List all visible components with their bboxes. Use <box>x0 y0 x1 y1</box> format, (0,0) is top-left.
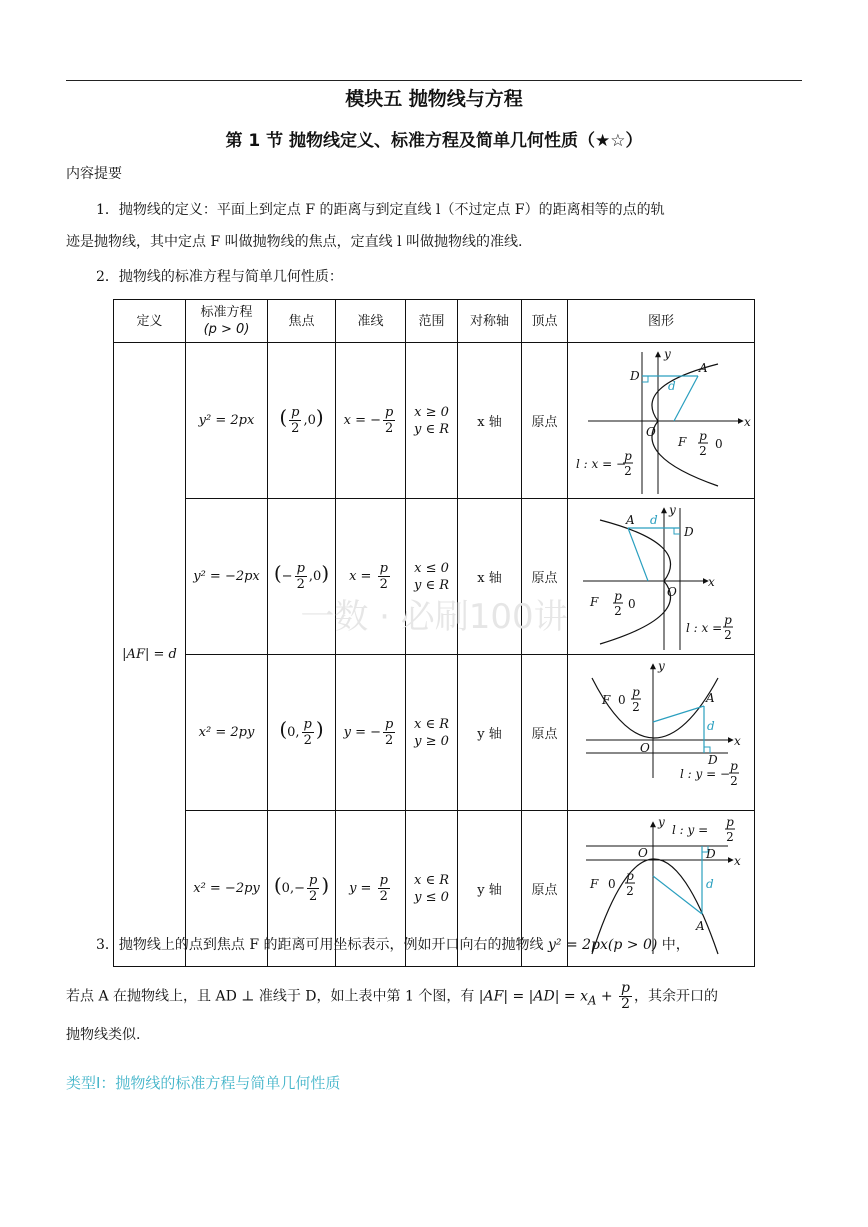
table-row <box>114 343 755 499</box>
label-origin: O <box>638 845 648 860</box>
axis-value: x 轴 <box>477 571 502 586</box>
range-line-2: y ∈ R <box>413 421 450 437</box>
header-standard-equation-line2: (p > 0) <box>203 322 250 337</box>
label-F: F <box>590 594 599 609</box>
parabola-figure <box>568 346 754 496</box>
label-x: x <box>734 733 741 748</box>
label-A: A <box>696 918 705 933</box>
label-x: x <box>708 574 715 589</box>
axis-cell <box>458 499 522 655</box>
range-line-1: x ≤ 0 <box>414 560 449 576</box>
right-angle-mark <box>674 528 680 534</box>
label-D: D <box>630 368 640 383</box>
label-A: A <box>699 360 708 375</box>
label-l-frac-num: p <box>724 612 732 627</box>
directrix-lhs: y = <box>349 881 376 896</box>
directrix-cell <box>336 343 406 499</box>
label-A: A <box>706 690 715 705</box>
label-D: D <box>706 846 716 861</box>
segment-AF <box>653 706 704 722</box>
directrix-fraction-den: 2 <box>379 889 388 904</box>
focus-fraction <box>295 561 307 592</box>
focus-coordinates: (− $\frac{p}{2}$ ,0) <box>273 561 330 592</box>
standard-equation: x² = 2py <box>198 725 255 740</box>
directrix-lhs: y = − <box>343 725 382 740</box>
label-F-frac-den: 2 <box>614 603 622 618</box>
directrix-fraction-num: p <box>385 405 394 420</box>
label-l-frac-num: p <box>624 448 632 463</box>
header-figure: 图形 <box>568 300 755 343</box>
focus-fraction <box>302 717 314 748</box>
directrix-fraction <box>378 561 390 592</box>
focus-fraction-den: 2 <box>309 889 318 904</box>
focus-zero: 0 <box>281 881 290 896</box>
focus-coordinates: ( $\frac{p}{2}$ ,0) <box>279 405 324 436</box>
label-l-frac-den: 2 <box>730 773 738 788</box>
p3-fraction <box>619 981 632 1012</box>
range-line-1: x ∈ R <box>413 716 449 732</box>
range-line-1: x ∈ R <box>413 872 449 888</box>
focus-coordinates: (0,− $\frac{p}{2}$ ) <box>273 873 330 904</box>
focus-zero: 0 <box>287 725 296 740</box>
standard-equation-cell <box>186 343 268 499</box>
label-D: D <box>684 524 694 539</box>
header-focus: 焦点 <box>268 300 336 343</box>
focus-fraction <box>289 405 301 436</box>
segment-AF <box>653 876 702 914</box>
header-vertex: 顶点 <box>522 300 568 343</box>
definition-cell <box>114 343 186 967</box>
label-directrix: l : x = − <box>576 456 627 471</box>
parabola-figure <box>568 502 754 652</box>
axis-cell <box>458 655 522 811</box>
standard-equation-cell <box>186 655 268 811</box>
focus-fraction-den: 2 <box>296 577 305 592</box>
header-range: 范围 <box>406 300 458 343</box>
standard-equation: x² = −2py <box>193 881 260 896</box>
p3-line2-b: ，其余开口的 <box>634 988 719 1005</box>
directrix-fraction <box>383 405 395 436</box>
label-l-frac-den: 2 <box>724 627 732 642</box>
label-F-zero: 0 <box>608 876 616 891</box>
label-F: F <box>602 692 611 707</box>
label-y: y <box>658 658 665 673</box>
label-origin: O <box>646 424 656 439</box>
vertex-value: 原点 <box>531 415 558 430</box>
focus-inner: 0,− $\frac{p}{2}$ <box>281 873 318 904</box>
directrix-fraction <box>378 873 390 904</box>
label-F: F <box>678 434 687 449</box>
coordinate-distance-line-3: 抛物线类似. <box>66 1027 141 1043</box>
range-cell <box>406 343 458 499</box>
label-origin: O <box>667 584 677 599</box>
p3-line2-eq: |AF| = |AD| = x <box>478 988 588 1005</box>
focus-inner: 0, $\frac{p}{2}$ <box>287 717 312 748</box>
section-title: 第 1 节 抛物线定义、标准方程及简单几何性质（★☆） <box>225 131 643 151</box>
axis-value: x 轴 <box>477 415 502 430</box>
focus-coordinates: (0, $\frac{p}{2}$ ) <box>279 717 324 748</box>
p3-line2-a: 若点 A 在抛物线上，且 AD ⊥ 准线于 D，如上表中第 1 个图，有 <box>66 988 479 1005</box>
range-cell <box>406 499 458 655</box>
label-A: A <box>626 512 635 527</box>
coordinate-distance-line-2 <box>66 981 806 1012</box>
range-line-1: x ≥ 0 <box>414 404 449 420</box>
directrix-fraction-num: p <box>379 873 388 888</box>
focus-fraction-num: p <box>303 717 312 732</box>
header-directrix: 准线 <box>336 300 406 343</box>
label-d: d <box>707 718 715 733</box>
p3-line1-b: 中， <box>657 937 690 953</box>
type-1-heading: 类型Ⅰ：抛物线的标准方程与简单几何性质 <box>66 1074 341 1092</box>
standard-equation: y² = −2px <box>193 569 260 584</box>
vertex-cell <box>522 343 568 499</box>
top-rule <box>66 80 802 81</box>
focus-fraction-num: p <box>309 873 318 888</box>
directrix-fraction-den: 2 <box>385 733 394 748</box>
p3-line1-a: 3．抛物线上的点到焦点 F 的距离可用坐标表示，例如开口向右的抛物线 <box>96 937 548 953</box>
label-F-zero: 0 <box>628 596 636 611</box>
label-F-frac-num: p <box>614 588 622 603</box>
segment-AF <box>674 376 698 421</box>
parabola-figure <box>568 658 754 808</box>
range-line-2: y ≥ 0 <box>414 733 449 749</box>
label-d: d <box>650 512 658 527</box>
label-F-zero: 0 <box>618 692 626 707</box>
directrix-lhs: x = − <box>343 413 382 428</box>
label-F-frac-den: 2 <box>699 443 707 458</box>
label-F-frac-num: p <box>699 428 707 443</box>
label-l-frac-num: p <box>730 758 738 773</box>
label-directrix: l : y = <box>672 822 709 837</box>
coordinate-distance-line-1 <box>96 935 816 955</box>
label-y: y <box>669 502 676 517</box>
definition-line-2: 迹是抛物线，其中定点 F 叫做抛物线的焦点，定直线 l 叫做抛物线的准线. <box>66 234 523 250</box>
label-l-frac-den: 2 <box>726 829 734 844</box>
figure-cell <box>568 343 755 499</box>
axis-cell <box>458 343 522 499</box>
parabola-properties-table <box>113 299 755 967</box>
vertex-cell <box>522 499 568 655</box>
axis-value: y 轴 <box>477 883 502 898</box>
standard-equation-cell <box>186 499 268 655</box>
focus-inner: $\frac{p}{2}$ ,0 <box>291 405 316 436</box>
header-standard-equation <box>186 300 268 343</box>
header-axis: 对称轴 <box>458 300 522 343</box>
figure-cell <box>568 655 755 811</box>
label-F-frac-num: p <box>632 684 640 699</box>
label-D: D <box>708 752 718 767</box>
label-l-frac-num: p <box>726 814 734 829</box>
directrix-fraction <box>383 717 395 748</box>
vertex-value: 原点 <box>531 727 558 742</box>
focus-cell <box>268 343 336 499</box>
directrix-fraction-den: 2 <box>379 577 388 592</box>
focus-fraction-num: p <box>296 561 305 576</box>
directrix-cell <box>336 655 406 811</box>
focus-sign: − <box>294 881 305 896</box>
focus-fraction-den: 2 <box>291 421 300 436</box>
label-y: y <box>664 346 671 361</box>
label-y: y <box>658 814 665 829</box>
definition-line-1: 1．抛物线的定义：平面上到定点 F 的距离与到定直线 l（不过定点 F）的距离相等的点的轨 <box>96 202 665 218</box>
table-intro: 2．抛物线的标准方程与简单几何性质： <box>96 269 343 285</box>
focus-fraction-den: 2 <box>303 733 312 748</box>
parabola-curve <box>652 364 718 486</box>
axis-value: y 轴 <box>477 727 502 742</box>
range-cell <box>406 655 458 811</box>
label-F-zero: 0 <box>715 436 723 451</box>
focus-cell <box>268 655 336 811</box>
p3-fraction-den: 2 <box>621 996 630 1012</box>
p3-line1-eq: y² = 2px(p > 0) <box>547 937 658 953</box>
directrix-fraction-num: p <box>385 717 394 732</box>
vertex-value: 原点 <box>531 571 558 586</box>
label-directrix: l : y = − <box>680 766 731 781</box>
standard-equation: y² = 2px <box>198 413 255 428</box>
right-angle-mark <box>642 376 648 382</box>
module-title: 模块五 抛物线与方程 <box>345 88 523 110</box>
vertex-cell <box>522 655 568 811</box>
label-d: d <box>668 378 676 393</box>
directrix-cell <box>336 499 406 655</box>
range-line-2: y ≤ 0 <box>414 889 449 905</box>
p3-line2-sub: A <box>587 993 597 1008</box>
label-x: x <box>734 853 741 868</box>
focus-inner: − $\frac{p}{2}$ ,0 <box>281 561 322 592</box>
table-row <box>114 499 755 655</box>
focus-zero: 0 <box>313 569 322 584</box>
p3-fraction-num: p <box>621 980 631 996</box>
focus-fraction-num: p <box>291 405 300 420</box>
focus-sign: − <box>281 569 293 584</box>
focus-cell <box>268 499 336 655</box>
directrix-lhs: x = <box>349 569 376 584</box>
label-F: F <box>590 876 599 891</box>
definition-formula: |AF| = d <box>122 647 177 662</box>
label-l-frac-den: 2 <box>624 463 632 478</box>
range-line-2: y ∈ R <box>413 577 450 593</box>
label-origin: O <box>640 740 650 755</box>
directrix-fraction-den: 2 <box>385 421 394 436</box>
label-x: x <box>744 414 751 429</box>
focus-fraction <box>307 873 319 904</box>
vertex-value: 原点 <box>531 883 558 898</box>
label-F-frac-num: p <box>626 868 634 883</box>
label-directrix: l : x = <box>686 620 723 635</box>
focus-zero: 0 <box>307 413 316 428</box>
parabola-curve <box>600 520 671 644</box>
label-d: d <box>706 876 714 891</box>
header-definition: 定义 <box>114 300 186 343</box>
intro-label: 内容提要 <box>66 166 122 182</box>
directrix-fraction-num: p <box>379 561 388 576</box>
label-F-frac-den: 2 <box>632 699 640 714</box>
table-row <box>114 655 755 811</box>
label-F-frac-den: 2 <box>626 883 634 898</box>
figure-cell <box>568 499 755 655</box>
p3-line2-plus: + <box>596 988 618 1005</box>
header-standard-equation-line1: 标准方程 <box>200 305 253 320</box>
watermark-text: 一数 · 必刷100讲 <box>300 597 568 637</box>
